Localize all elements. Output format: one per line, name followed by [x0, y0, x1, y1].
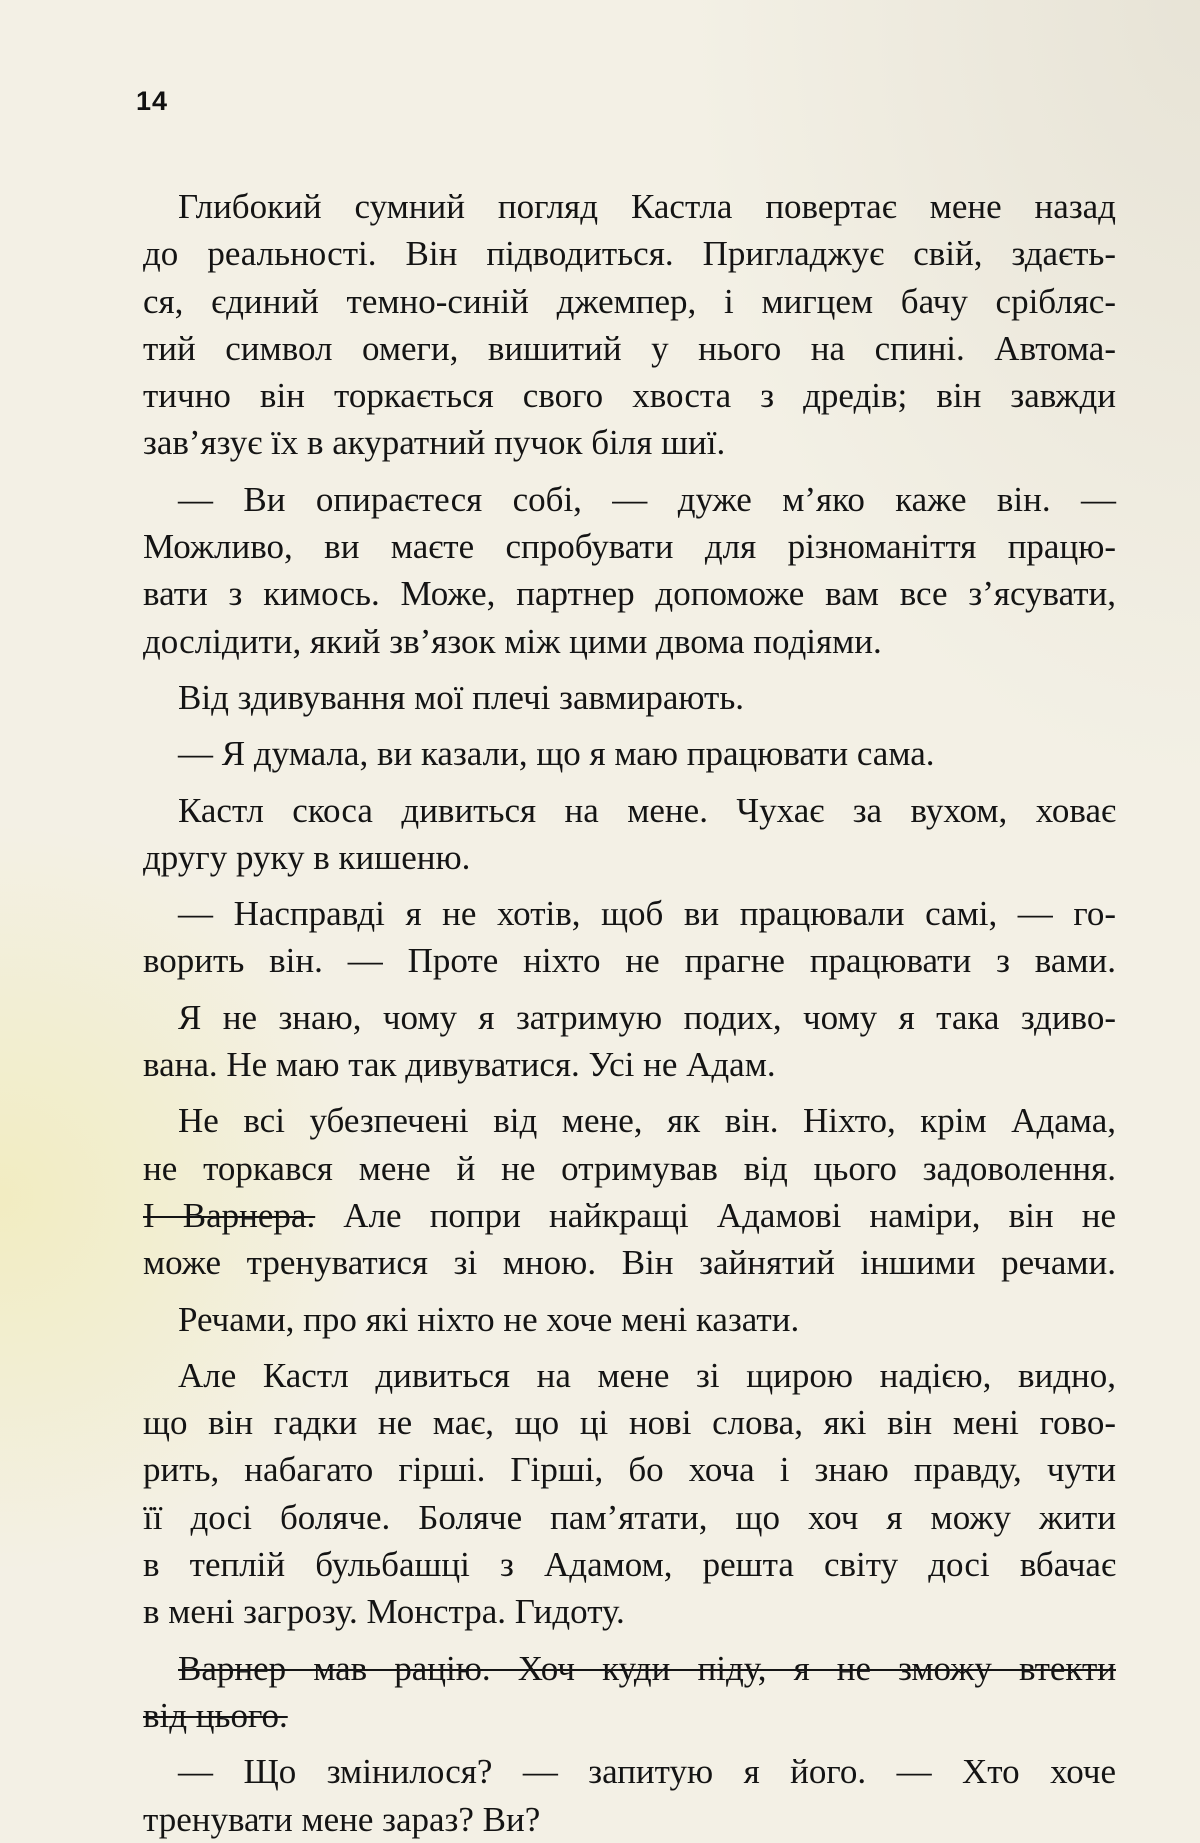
text-line: Але Кастл дивиться на мене зі щирою надією, видно, [178, 1355, 1116, 1395]
text-line: — Я думала, ви казали, що я маю працювати сама. [178, 734, 935, 774]
text-line-mixed [143, 1192, 1116, 1239]
text-line: вати з кимось. Може, партнер допоможе вам все з’ясувати, [143, 574, 1116, 614]
text-line: ворить він. — Проте ніхто не прагне працювати з вами. [143, 941, 1116, 981]
text-line: дослідити, який зв’язок між цими двома подіями. [143, 621, 882, 661]
text-line: — Насправді я не хотів, щоб ви працювали самі, — го- [178, 894, 1116, 934]
text-line: не торкався мене й не отримував від цього задоволення. [143, 1148, 1116, 1188]
struck-text-line: Варнер мав рацію. Хоч куди піду, я не зможу втекти [178, 1648, 1116, 1688]
text-line: Від здивування мої плечі завмирають. [178, 677, 745, 717]
text-line: — Ви опираєтеся собі, — дуже м’яко каже він. — [178, 479, 1116, 519]
struck-text: І Варнера. [143, 1195, 316, 1235]
text-line: Я не знаю, чому я затримую подих, чому я така здиво- [178, 997, 1116, 1037]
text-line: — Що змінилося? — запитую я його. — Хто хоче [178, 1752, 1116, 1792]
paragraph [143, 730, 1116, 777]
text-line: в мені загрозу. Монстра. Гидоту. [143, 1592, 625, 1632]
text-line: тренувати мене зараз? Ви? [143, 1799, 541, 1839]
text-line: Глибокий сумний погляд Кастла повертає мене назад [178, 187, 1116, 226]
text-line: в теплій бульбашці з Адамом, решта світу досі вбачає [143, 1545, 1116, 1585]
text-line: вана. Не маю так дивуватися. Усі не Адам. [143, 1045, 776, 1085]
text-line: Речами, про які ніхто не хоче мені казати. [178, 1299, 800, 1339]
text-line: Не всі убезпечені від мене, як він. Ніхто, крім Адама, [178, 1101, 1116, 1141]
paragraph [143, 1352, 1116, 1636]
text-line: Кастл скоса дивиться на мене. Чухає за вухом, ховає [178, 790, 1116, 830]
paragraph [143, 787, 1116, 882]
paragraph [143, 1748, 1116, 1843]
body-text [143, 183, 1116, 1843]
page-number: 14 [136, 86, 169, 116]
paragraph [143, 994, 1116, 1089]
paragraph [143, 183, 1116, 467]
text-line: її досі боляче. Боляче пам’ятати, що хоч я можу жити [143, 1497, 1116, 1537]
text-line: зав’язує їх в акуратний пучок біля шиї. [143, 423, 726, 463]
text-line: ся, єдиний темно-синій джемпер, і мигцем бачу срібляс- [143, 281, 1116, 321]
text-line: до реальності. Він підводиться. Пригладжує свій, здаєть- [143, 234, 1116, 274]
paragraph [143, 1097, 1116, 1286]
paragraph-struck [143, 1645, 1116, 1740]
paragraph [143, 674, 1116, 721]
text-line: рить, набагато гірші. Гірші, бо хоча і знаю правду, чути [143, 1450, 1116, 1490]
text-line: тий символ омеги, вишитий у нього на спині. Автома- [143, 328, 1116, 368]
paragraph [143, 890, 1116, 985]
text-line: Можливо, ви маєте спробувати для різноманіття працю- [143, 527, 1116, 567]
text-line: може тренуватися зі мною. Він зайнятий іншими речами. [143, 1243, 1116, 1283]
text-line: тично він торкається свого хвоста з дредів; він завжди [143, 376, 1116, 416]
struck-text-line: від цього. [143, 1695, 288, 1735]
paragraph [143, 1296, 1116, 1343]
text-line: що він гадки не має, що ці нові слова, які він мені гово- [143, 1403, 1116, 1443]
text-fragment: Але попри найкращі Адамові наміри, він не [315, 1195, 1116, 1235]
paragraph [143, 476, 1116, 665]
text-line: другу руку в кишеню. [143, 837, 471, 877]
